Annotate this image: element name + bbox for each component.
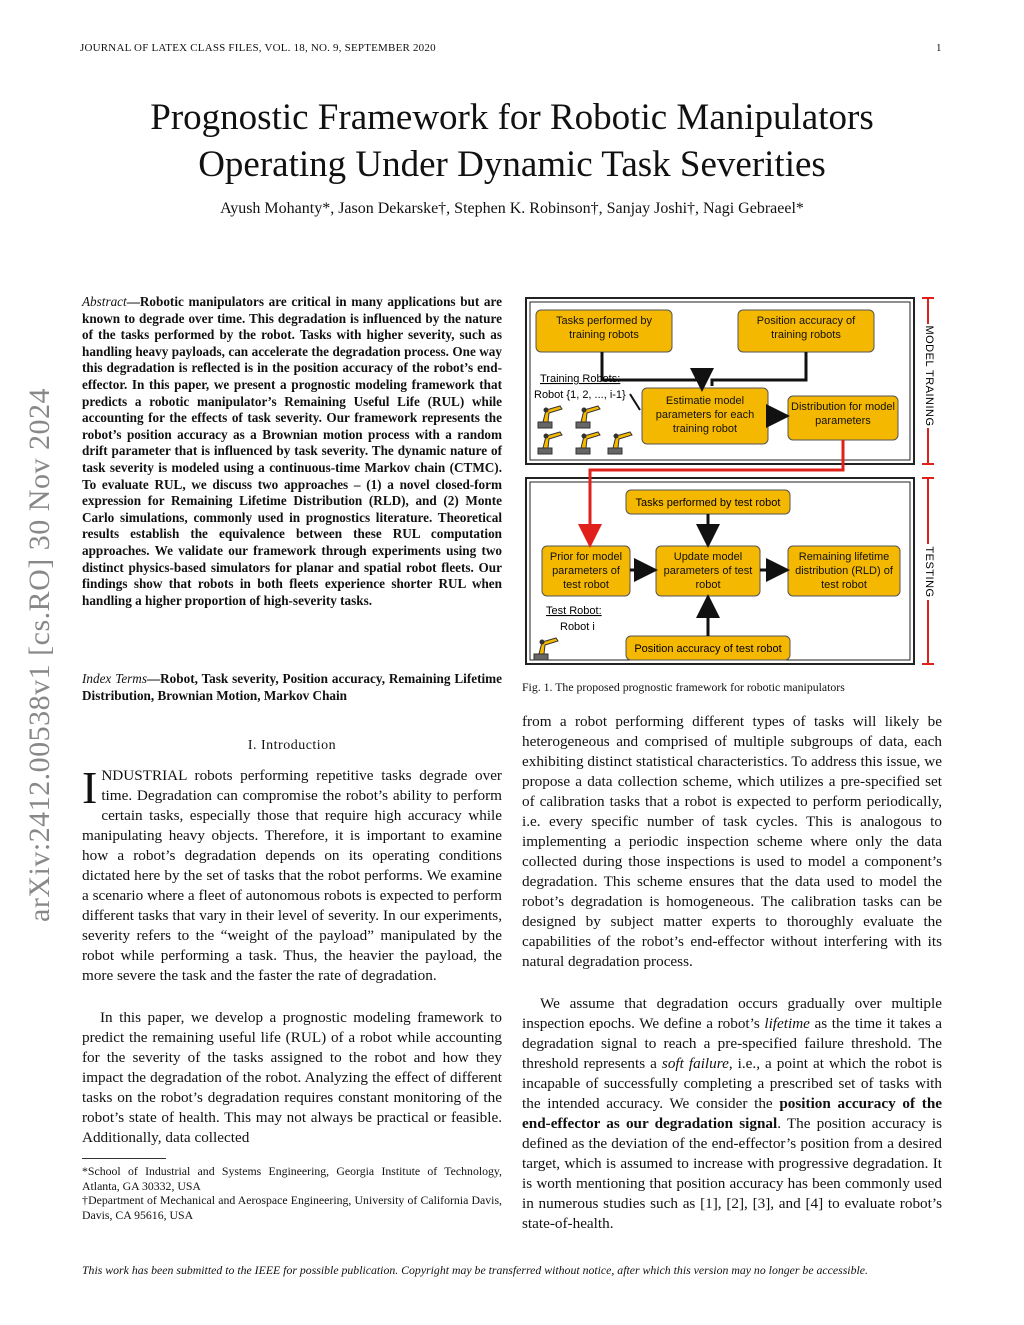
model-training-label: MODEL TRAINING — [923, 325, 935, 427]
robot-arm-icon — [538, 406, 632, 454]
right-p2-part-b: as the time it takes a degradation signal to reach a pre-specified failure threshold. The threshold represents a — [522, 1015, 942, 1072]
term-lifetime: lifetime — [764, 1015, 810, 1032]
index-terms-lead: Index Terms — [82, 671, 147, 686]
intro-paragraph-1 — [82, 762, 502, 986]
training-robots-set: Robot {1, 2, ..., i-1} — [534, 389, 626, 401]
intro-paragraph-1-text: NDUSTRIAL robots performing repetitive tasks degrade over time. Degradation can compromise the robot’s ability to perform certain tasks, especially those that require high accuracy while manipulating heavy objects. Therefore, it is important to examine how a robot’s degradation depends on its operating conditions dictated here by the set of tasks that the robot performs. We examine a scenario where a fleet of autonomous robots is expected to perform different tasks that vary in their level of severity. In our experiments, severity refers to the “weight of the payload” manipulated by the robot while performing a task. Thus, the heavier the payload, the more severe the task and the faster the rate of degradation. — [82, 767, 502, 984]
copyright-note: This work has been submitted to the IEEE for possible publication. Copyright may be transferred without notice, after which this version may no longer be accessible. — [82, 1263, 868, 1277]
right-paragraph-2 — [522, 994, 942, 1234]
abstract-text: —Robotic manipulators are critical in many applications but are known to degrade over time. This degradation is influenced by the nature of the tasks performed by the robot. Tasks with higher severity, such as handling heavy payloads, can accelerate the degradation process. One way this degradation is reflected is in the position accuracy of the robot’s end-effector. In this paper, we present a prognostic modeling framework that predicts a robotic manipulator’s Remaining Useful Life (RUL) while accounting for the effects of task severity. Our framework represents the robot’s position accuracy as a Brownian motion process with a random drift parameter that is influenced by task severity. The dynamic nature of task severity is modeled using a continuous-time Markov chain (CTMC). To evaluate RUL, we discuss two approaches – (1) a novel closed-form expression for Remaining Lifetime Distribution (RLD), and (2) Monte Carlo simulations, commonly used in prognostics literature. Theoretical results establish the equivalence between these RUL computation approaches. We validate our framework through experiments using two distinct physics-based simulators for planar and spatial robot fleets. Our findings show that robots in both fleets experience shorter RUL when handling a higher proportion of high-severity tasks. — [82, 294, 502, 608]
testing-label: TESTING — [923, 546, 935, 598]
title-line-1: Prognostic Framework for Robotic Manipulators — [150, 97, 874, 138]
test-robot-id: Robot i — [560, 621, 595, 633]
footnote-rule — [82, 1158, 166, 1159]
arxiv-stamp: arXiv:2412.00538v1 [cs.RO] 30 Nov 2024 — [23, 388, 56, 922]
right-p2-part-a: We assume that degradation occurs gradually over multiple inspection epochs. We define a robot’s — [522, 995, 942, 1032]
right-p2-part-c: , i.e., a point at which the robot is incapable of successfully completing a prescribed set of tasks with the intended accuracy. We consider the — [522, 1055, 942, 1112]
running-header: JOURNAL OF LATEX CLASS FILES, VOL. 18, NO. 9, SEPTEMBER 2020 — [80, 42, 436, 54]
footnote-1: *School of Industrial and Systems Engineering, Georgia Institute of Technology, Atlanta, GA 30332, USA — [82, 1164, 502, 1193]
test-robot-label: Test Robot: — [546, 605, 602, 617]
drop-cap: I — [82, 762, 98, 813]
framework-figure — [522, 292, 942, 672]
index-terms-text: —Robot, Task severity, Position accuracy, Remaining Lifetime Distribution, Brownian Motion, Markov Chain — [82, 671, 502, 703]
training-robots-label: Training Robots: — [540, 373, 621, 385]
paper-title — [60, 94, 964, 188]
box-rld-label: Remaining lifetime distribution (RLD) of test robot — [795, 551, 893, 591]
right-p2-part-d: . The position accuracy is defined as the deviation of the end-effector’s position from a desired target, which is assumed to increase with progressive degradation. It is worth mentioning that position accuracy has been commonly used in numerous studies such as [1], [2], [3], and [4] to evaluate robot’s state-of-health. — [522, 1115, 942, 1232]
abstract-lead: Abstract — [82, 294, 127, 309]
index-terms — [82, 671, 502, 704]
term-soft-failure: soft failure — [661, 1055, 729, 1072]
page-number: 1 — [936, 42, 942, 54]
right-paragraph-1: from a robot performing different types of tasks will likely be heterogeneous and comprised of multiple subgroups of data, each exhibiting distinct statistical characteristics. To address this issue, we propose a data collection scheme, which utilizes a pre-specified set of calibration tasks that a robot is expected to perform periodically, i.e. every specific number of task cycles. This is analogous to implementing a periodic inspection scheme where only the data collected during those inspections is used to model a component’s degradation. This scheme ensures that the data used to model the robot’s degradation is homogeneous. The calibration tasks can be designed by subject matter experts to thoroughly evaluate the capabilities of the robot’s end-effector without interfering with its natural degradation process. — [522, 713, 942, 970]
footnote-2: †Department of Mechanical and Aerospace Engineering, University of California Davis, Davis, CA 95616, USA — [82, 1193, 502, 1222]
box-tasks-training-label: Tasks performed by training robots — [556, 315, 652, 341]
figure-caption: Fig. 1. The proposed prognostic framework for robotic manipulators — [522, 680, 845, 694]
box-prior-label: Prior for model parameters of test robot — [549, 551, 623, 591]
footnotes — [82, 1164, 502, 1222]
box-estimate-label: Estimatie model parameters for each training robot — [655, 395, 755, 435]
box-update-label: Update model parameters of test robot — [663, 551, 753, 591]
test-robot-icon — [534, 638, 558, 660]
intro-paragraph-2: In this paper, we develop a prognostic modeling framework to predict the remaining useful life (RUL) of a robot while accounting for the severity of the tasks assigned to the robot and how they impact the degradation of the robot. Analyzing the effect of different tasks on the robot’s degradation requires constant monitoring of the robot’s state of health. This may not always be practical or feasible. Additionally, data collected — [82, 1009, 502, 1146]
author-list: Ayush Mohanty*, Jason Dekarske†, Stephen K. Robinson†, Sanjay Joshi†, Nagi Gebraeel* — [220, 200, 804, 217]
box-position-training-label: Position accuracy of training robots — [756, 315, 856, 341]
box-tasks-test-label: Tasks performed by test robot — [635, 497, 781, 509]
title-line-2: Operating Under Dynamic Task Severities — [198, 144, 826, 185]
box-position-test-label: Position accuracy of test robot — [634, 643, 782, 655]
box-distribution-label: Distribution for model parameters — [791, 401, 895, 427]
term-degradation-signal: position accuracy of the end-effector as our degradation signal — [522, 1095, 943, 1132]
section-heading: I. Introduction — [247, 738, 337, 753]
abstract — [82, 294, 502, 609]
